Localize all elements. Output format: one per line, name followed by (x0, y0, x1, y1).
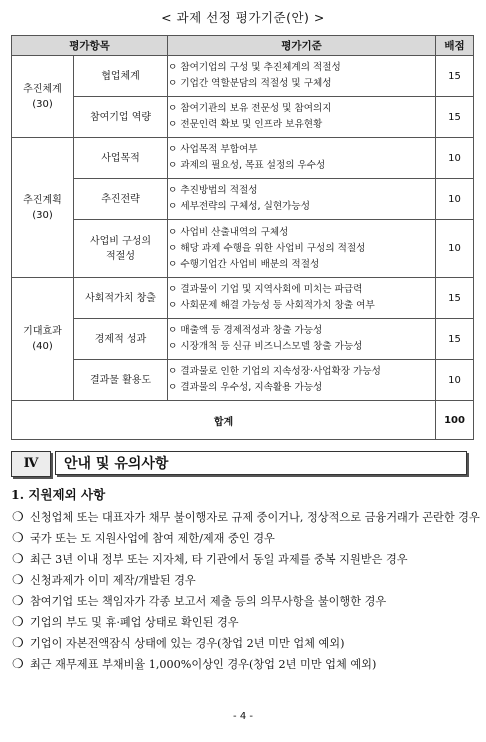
category-name: 추진체계 (23, 83, 62, 95)
list-item-text: 기업의 부도 및 휴·폐업 상태로 확인된 경우 (30, 616, 239, 629)
hollow-circle-bullet-icon: ❍ (12, 657, 24, 672)
subheading-exclusions: 1. 지원제외 사항 (11, 487, 106, 502)
header-eval-item: 평가항목 (12, 36, 168, 56)
list-item (12, 507, 480, 528)
criteria-line: ㅇ 시장개척 등 신규 비즈니스모델 창출 가능성 (168, 341, 363, 352)
criteria-line: ㅇ 사회문제 해결 가능성 등 사회적가치 창출 여부 (168, 300, 375, 311)
criteria-cell (168, 56, 436, 97)
list-item (12, 591, 480, 612)
subitem-label: 참여기업 역량 (74, 97, 168, 138)
category-points: (40) (32, 341, 53, 352)
subitem-label: 추진전략 (74, 179, 168, 220)
category-cell (12, 278, 74, 401)
list-item-text: 기업이 자본전액잠식 상태에 있는 경우(창업 2년 미만 업체 예외) (30, 637, 345, 650)
score-cell: 10 (436, 220, 474, 278)
list-item-text: 최근 재무제표 부채비율 1,000%이상인 경우(창업 2년 미만 업체 예외) (30, 658, 377, 671)
list-item (12, 633, 480, 654)
criteria-line: ㅇ 추진방법의 적절성 (168, 185, 258, 196)
hollow-circle-bullet-icon: ❍ (12, 615, 24, 630)
evaluation-criteria-table (11, 35, 474, 440)
table-row (12, 278, 474, 319)
table-title: < 과제 선정 평가기준(안) > (161, 10, 325, 25)
score-cell: 10 (436, 360, 474, 401)
subitem-label: 협업체계 (74, 56, 168, 97)
page-number: - 4 - (233, 711, 253, 722)
total-label: 합계 (12, 401, 436, 440)
criteria-line: ㅇ 참여기관의 보유 전문성 및 참여의지 (168, 103, 332, 114)
category-points: (30) (32, 98, 53, 110)
list-item (12, 570, 480, 591)
hollow-circle-bullet-icon: ❍ (12, 531, 24, 546)
criteria-line: ㅇ 결과물로 인한 기업의 지속성장·사업확장 가능성 (168, 366, 381, 377)
subitem-label: 경제적 성과 (74, 319, 168, 360)
table-row (12, 179, 474, 220)
criteria-cell (168, 360, 436, 401)
score-cell: 15 (436, 56, 474, 97)
exclusion-list (12, 507, 480, 675)
header-score: 배점 (436, 36, 474, 56)
score-cell: 15 (436, 319, 474, 360)
criteria-line: ㅇ 결과물의 우수성, 지속활용 가능성 (168, 382, 323, 393)
category-cell (12, 56, 74, 138)
criteria-cell (168, 138, 436, 179)
list-item-text: 신청과제가 이미 제작/개발된 경우 (30, 574, 196, 587)
criteria-line: ㅇ 수행기업간 사업비 배분의 적절성 (168, 258, 320, 270)
total-score: 100 (436, 401, 474, 440)
criteria-line: ㅇ 과제의 필요성, 목표 설정의 우수성 (168, 160, 326, 171)
list-item-text: 참여기업 또는 책임자가 각종 보고서 제출 등의 의무사항을 불이행한 경우 (30, 595, 387, 608)
criteria-cell (168, 97, 436, 138)
criteria-line: ㅇ 세부전략의 구체성, 실현가능성 (168, 201, 310, 212)
table-row (12, 319, 474, 360)
header-eval-criteria: 평가기준 (168, 36, 436, 56)
table-row (12, 138, 474, 179)
subitem-label: 결과물 활용도 (74, 360, 168, 401)
criteria-line: ㅇ 매출액 등 경제적성과 창출 가능성 (168, 325, 323, 336)
table-header-row (12, 36, 474, 56)
table-row (12, 360, 474, 401)
total-row (12, 401, 474, 440)
table-row (12, 97, 474, 138)
list-item-text: 국가 또는 도 지원사업에 참여 제한/제재 중인 경우 (30, 532, 275, 545)
criteria-line: ㅇ 참여기업의 구성 및 추진체계의 적절성 (168, 62, 341, 73)
category-cell (12, 138, 74, 278)
hollow-circle-bullet-icon: ❍ (12, 594, 24, 609)
score-cell: 10 (436, 138, 474, 179)
score-cell: 15 (436, 97, 474, 138)
subitem-label: 사업목적 (74, 138, 168, 179)
list-item-text: 신청업체 또는 대표자가 채무 불이행자로 규제 중이거나, 정상적으로 금융거래가 곤란한 경우 (30, 511, 480, 524)
criteria-line: ㅇ 해당 과제 수행을 위한 사업비 구성의 적절성 (168, 242, 366, 254)
subitem-label: 사업비 구성의 적절성 (74, 220, 168, 278)
list-item (12, 654, 480, 675)
list-item (12, 528, 480, 549)
table-row (12, 220, 474, 278)
table-row (12, 56, 474, 97)
section-number-box: Ⅳ (11, 451, 51, 477)
criteria-line: ㅇ 기업간 역할분담의 적절성 및 구체성 (168, 78, 332, 89)
criteria-line: ㅇ 사업비 산출내역의 구체성 (168, 226, 289, 238)
score-cell: 10 (436, 179, 474, 220)
category-name: 추진계획 (23, 194, 62, 206)
hollow-circle-bullet-icon: ❍ (12, 636, 24, 651)
criteria-cell (168, 278, 436, 319)
criteria-line: ㅇ 사업목적 부합여부 (168, 144, 258, 155)
criteria-cell (168, 220, 436, 278)
hollow-circle-bullet-icon: ❍ (12, 510, 24, 525)
category-points: (30) (32, 209, 53, 221)
hollow-circle-bullet-icon: ❍ (12, 573, 24, 588)
subitem-label: 사회적가치 창출 (74, 278, 168, 319)
list-item (12, 549, 480, 570)
list-item (12, 612, 480, 633)
criteria-cell (168, 319, 436, 360)
criteria-line: ㅇ 결과물이 기업 및 지역사회에 미치는 파급력 (168, 284, 363, 295)
criteria-line: ㅇ 전문인력 확보 및 인프라 보유현황 (168, 119, 323, 130)
hollow-circle-bullet-icon: ❍ (12, 552, 24, 567)
section-title: 안내 및 유의사항 (55, 451, 467, 475)
criteria-cell (168, 179, 436, 220)
category-name: 기대효과 (23, 326, 62, 337)
score-cell: 15 (436, 278, 474, 319)
list-item-text: 최근 3년 이내 정부 또는 지자체, 타 기관에서 동일 과제를 중복 지원받은 경우 (30, 553, 408, 566)
